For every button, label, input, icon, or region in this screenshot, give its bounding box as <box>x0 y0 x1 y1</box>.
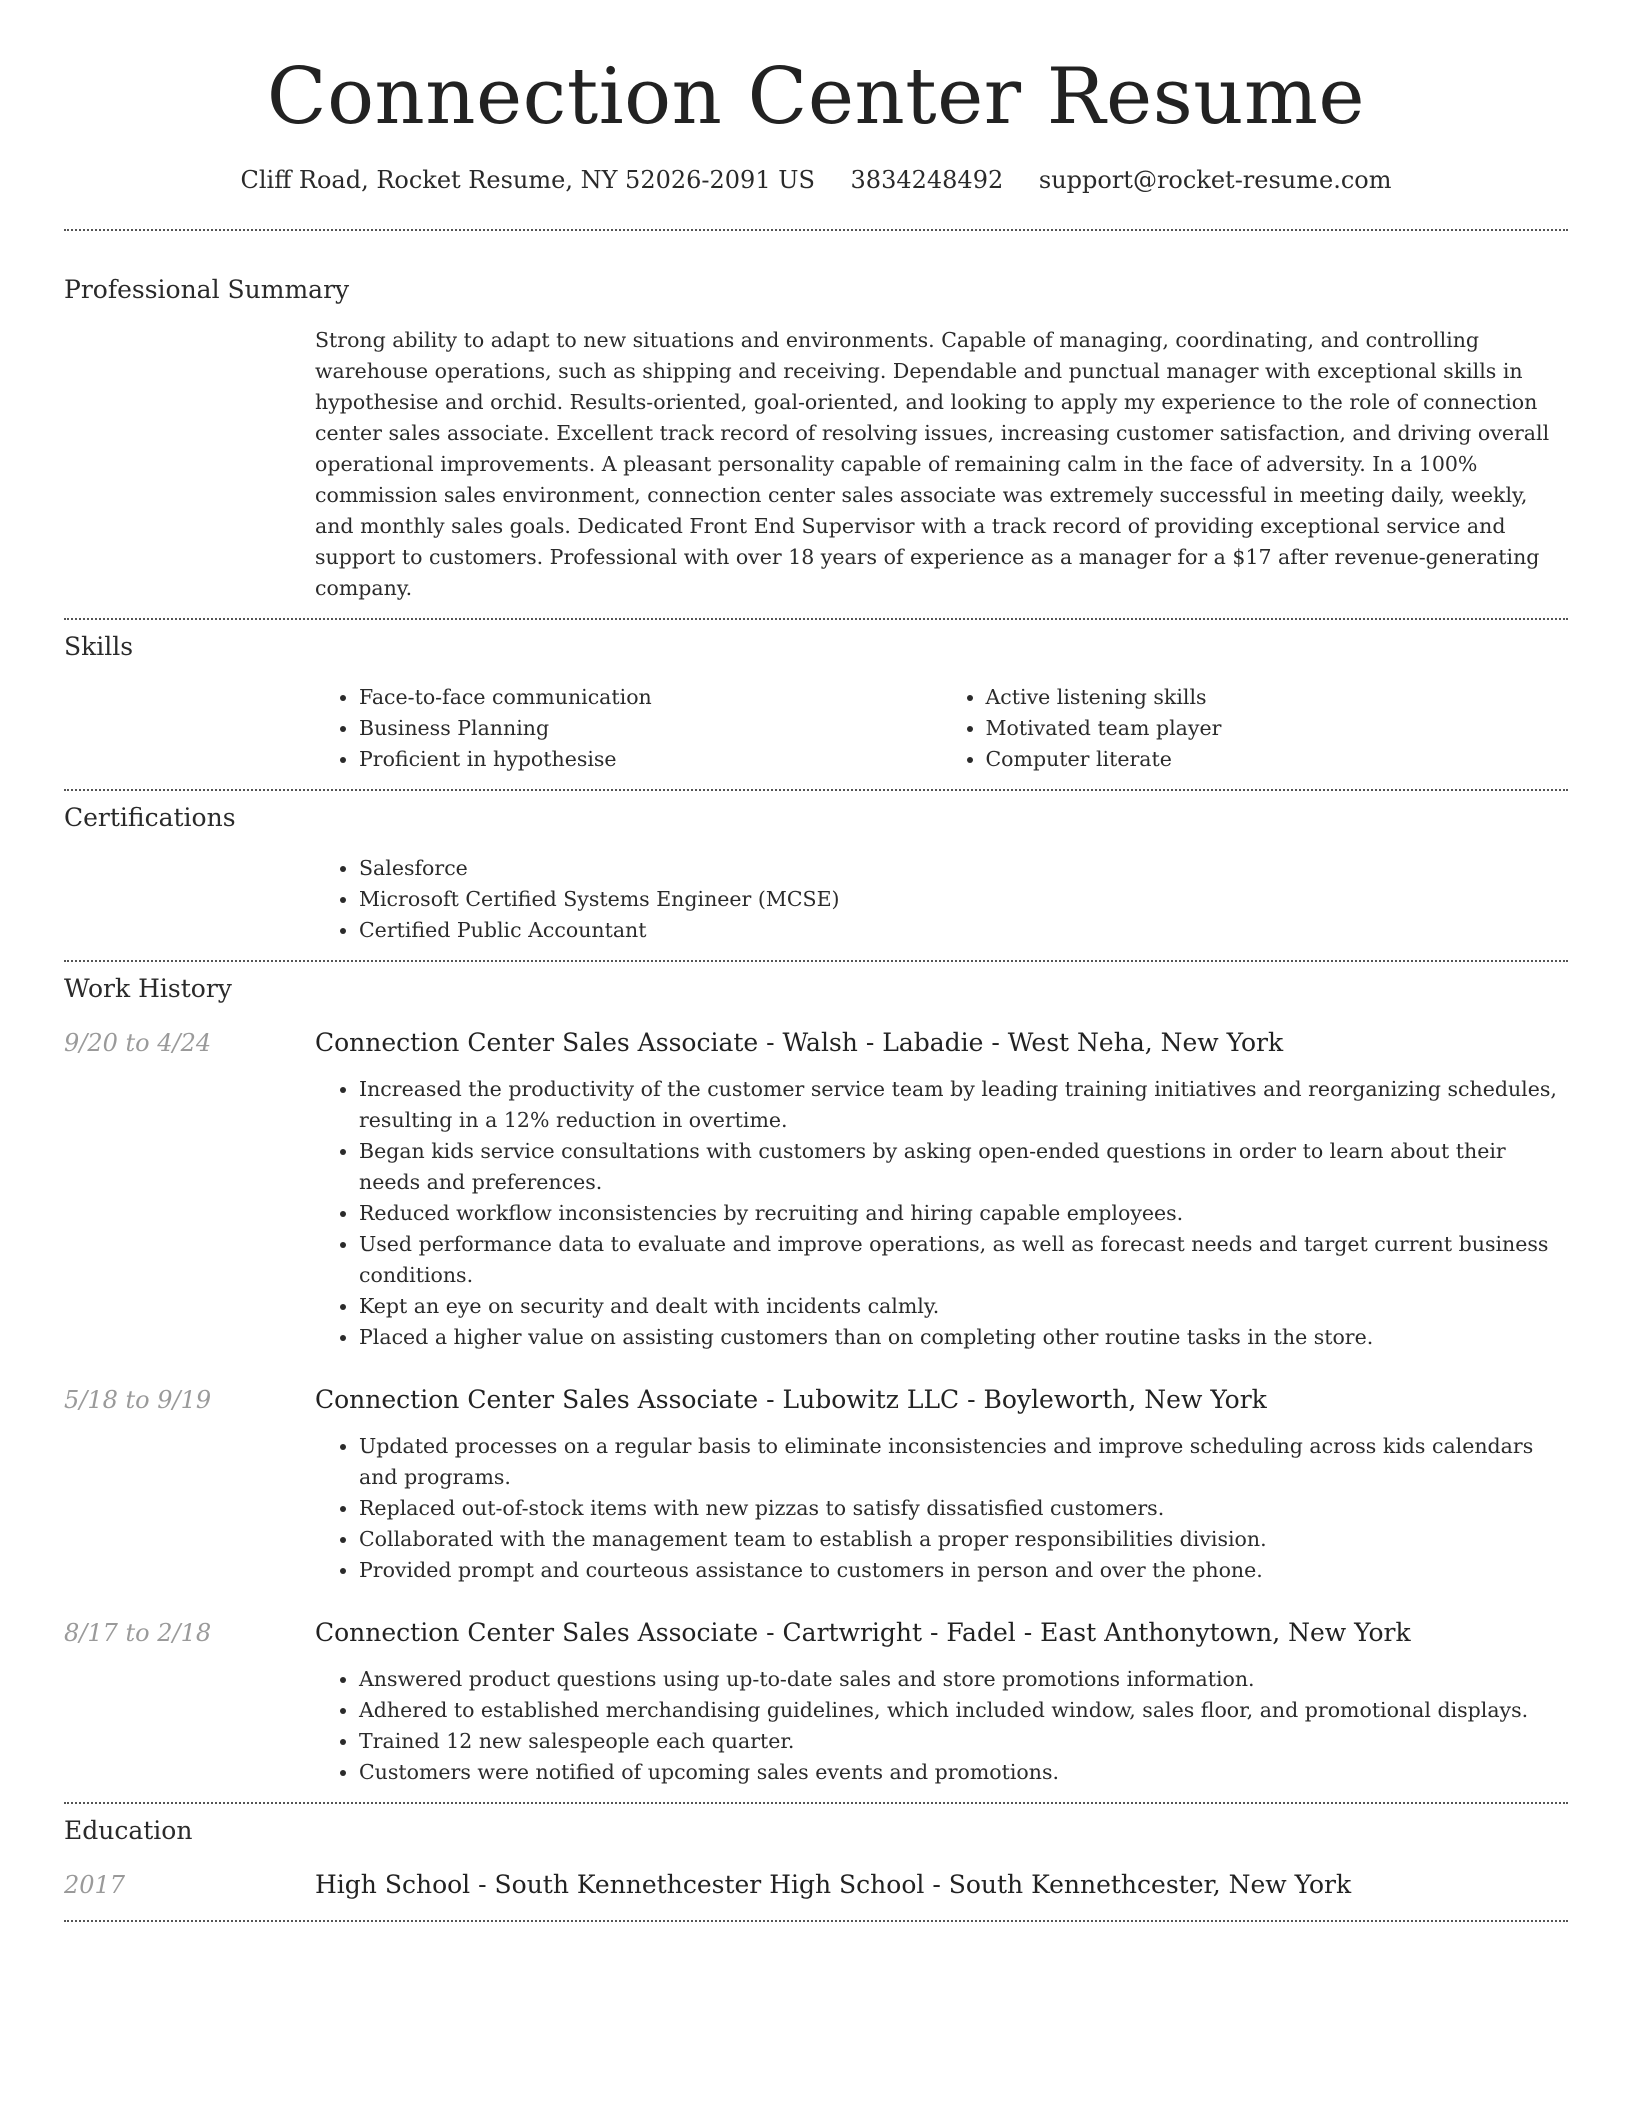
summary-title: Professional Summary <box>64 274 350 304</box>
job-bullet: • Collaborated with the management team to establish a proper responsibilities division. <box>359 1524 1568 1555</box>
education-year: 2017 <box>64 1870 126 1899</box>
skill-item: • Active listening skills <box>986 682 1569 713</box>
job-bullets <box>315 1074 1568 1353</box>
skills-left-column <box>315 682 942 775</box>
certifications-list <box>315 853 1568 946</box>
job-bullet: • Increased the productivity of the customer service team by leading training initiatives and reorganizing schedules, resulting in a 12% reduction in overtime. <box>359 1074 1568 1136</box>
resume-name: Connection Center Resume <box>266 52 1366 142</box>
job-bullet: • Updated processes on a regular basis to eliminate inconsistencies and improve scheduling across kids calendars and programs. <box>359 1431 1568 1493</box>
job-dates: 9/20 to 4/24 <box>64 1028 212 1057</box>
job-title: Connection Center Sales Associate - Walsh - Labadie - West Neha, New York <box>315 1027 1284 1057</box>
certification-item: • Certified Public Accountant <box>359 915 1568 946</box>
contact-address: Cliff Road, Rocket Resume, NY 52026-2091 US <box>240 166 815 194</box>
certification-item: • Salesforce <box>359 853 1568 884</box>
job-bullet: • Began kids service consultations with customers by asking open-ended questions in order to learn about their needs and preferences. <box>359 1136 1568 1198</box>
job-entry <box>64 1385 1568 1586</box>
job-bullet: • Customers were notified of upcoming sales events and promotions. <box>359 1757 1568 1788</box>
education-degree: High School - South Kennethcester High School - South Kennethcester, New York <box>315 1869 1352 1899</box>
summary-text: Strong ability to adapt to new situations and environments. Capable of managing, coordinating, and controlling warehouse operations, such as shipping and receiving. Dependable and punctual manager with exceptional skills in hypothesise and orchid. Results-oriented, goal-oriented, and looking to apply my experience to the role of connection center sales associate. Excellent track record of resolving issues, increasing customer satisfaction, and driving overall operational improvements. A pleasant personality capable of remaining calm in the face of adversity. In a 100% commission sales environment, connection center sales associate was extremely successful in meeting daily, weekly, and monthly sales goals. Dedicated Front End Supervisor with a track record of providing exceptional service and support to customers. Professional with over 18 years of experience as a manager for a $17 after revenue-generating company. <box>315 327 1550 600</box>
skill-item: • Proficient in hypothesise <box>359 744 942 775</box>
skills-title: Skills <box>64 631 134 661</box>
contact-phone: 3834248492 <box>850 166 1004 194</box>
work-history-title: Work History <box>64 973 232 1003</box>
skill-item: • Business Planning <box>359 713 942 744</box>
job-entry <box>64 1618 1568 1788</box>
job-bullet: • Kept an eye on security and dealt with incidents calmly. <box>359 1291 1568 1322</box>
certification-item: • Microsoft Certified Systems Engineer (MCSE) <box>359 884 1568 915</box>
job-bullet: • Replaced out-of-stock items with new pizzas to satisfy dissatisfied customers. <box>359 1493 1568 1524</box>
work-history-section <box>64 962 1568 1788</box>
job-title: Connection Center Sales Associate - Cartwright - Fadel - East Anthonytown, New York <box>315 1617 1411 1647</box>
job-bullet: • Used performance data to evaluate and improve operations, as well as forecast needs and target current business conditions. <box>359 1229 1568 1291</box>
job-entry <box>64 1028 1568 1353</box>
certifications-section <box>64 791 1568 946</box>
job-title: Connection Center Sales Associate - Lubowitz LLC - Boyleworth, New York <box>315 1384 1267 1414</box>
job-dates: 5/18 to 9/19 <box>64 1385 212 1414</box>
skill-item: • Computer literate <box>986 744 1569 775</box>
skills-list <box>315 682 1568 775</box>
education-entry <box>64 1870 1568 1900</box>
job-bullet: • Trained 12 new salespeople each quarter. <box>359 1726 1568 1757</box>
job-dates: 8/17 to 2/18 <box>64 1618 212 1647</box>
summary-section <box>64 231 1568 604</box>
job-bullet: • Answered product questions using up-to-date sales and store promotions information. <box>359 1664 1568 1695</box>
job-bullets <box>315 1431 1568 1586</box>
education-title: Education <box>64 1815 193 1845</box>
resume-page <box>64 0 1568 1922</box>
skills-right-column <box>942 682 1569 775</box>
job-bullets <box>315 1664 1568 1788</box>
skills-section <box>64 620 1568 775</box>
education-section <box>64 1804 1568 1900</box>
job-bullet: • Provided prompt and courteous assistance to customers in person and over the phone. <box>359 1555 1568 1586</box>
contact-line <box>64 166 1568 195</box>
job-bullet: • Placed a higher value on assisting customers than on completing other routine tasks in the store. <box>359 1322 1568 1353</box>
skill-item: • Motivated team player <box>986 713 1569 744</box>
certifications-title: Certifications <box>64 802 236 832</box>
job-bullet: • Adhered to established merchandising guidelines, which included window, sales floor, and promotional displays. <box>359 1695 1568 1726</box>
job-bullet: • Reduced workflow inconsistencies by recruiting and hiring capable employees. <box>359 1198 1568 1229</box>
skill-item: • Face-to-face communication <box>359 682 942 713</box>
divider <box>64 1920 1568 1922</box>
contact-email: support@rocket-resume.com <box>1038 166 1392 194</box>
